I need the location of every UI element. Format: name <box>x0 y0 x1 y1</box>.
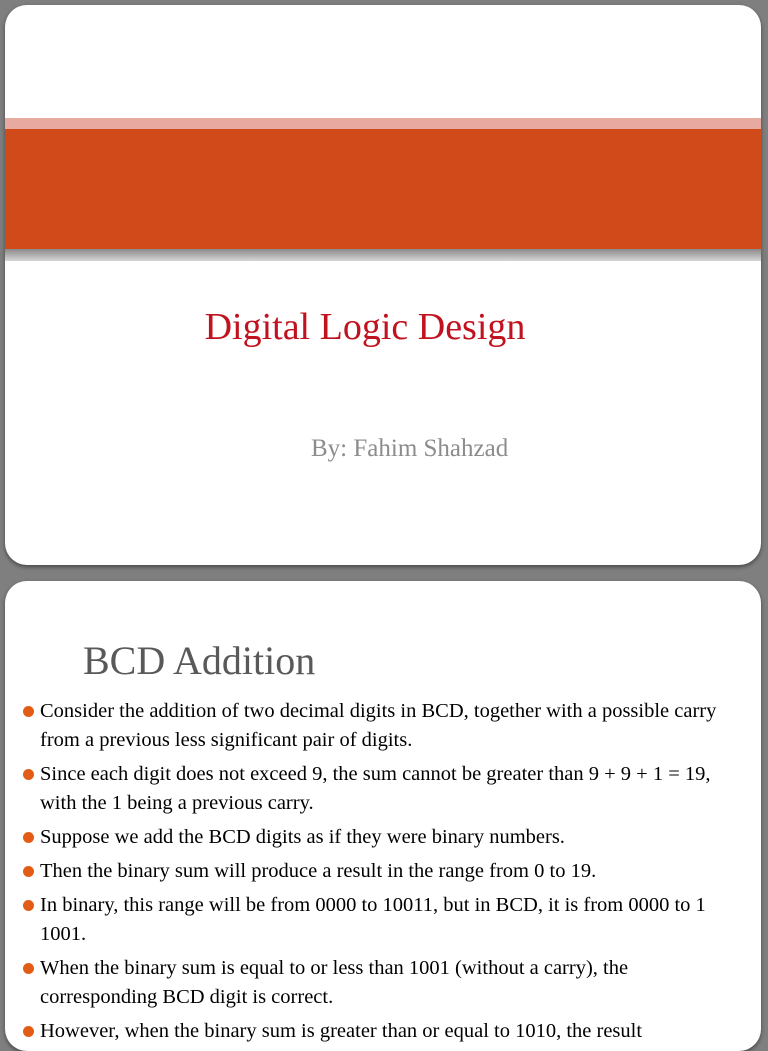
bullet-dot-icon <box>23 706 34 717</box>
bullet-dot-icon <box>23 1026 34 1037</box>
list-item <box>17 954 745 1012</box>
bullet-text: Since each digit does not exceed 9, the sum cannot be greater than 9 + 9 + 1 = 19, with the 1 being a previous carry. <box>40 763 711 814</box>
bullet-text: In binary, this range will be from 0000 to 10011, but in BCD, it is from 0000 to 1 1001. <box>40 894 706 945</box>
bullet-text: Suppose we add the BCD digits as if they were binary numbers. <box>40 826 565 848</box>
list-item <box>17 823 745 852</box>
bullet-dot-icon <box>23 832 34 843</box>
bullet-dot-icon <box>23 963 34 974</box>
bullet-list <box>17 697 745 1051</box>
bullet-text: When the binary sum is equal to or less than 1001 (without a carry), the corresponding BCD digit is correct. <box>40 957 629 1008</box>
header-band-highlight <box>5 118 761 129</box>
list-item <box>17 1017 745 1046</box>
bullet-dot-icon <box>23 900 34 911</box>
list-item <box>17 857 745 886</box>
title-slide <box>5 5 761 565</box>
bullet-dot-icon <box>23 769 34 780</box>
bullet-text: Consider the addition of two decimal digits in BCD, together with a possible carry from a previous less significant pair of digits. <box>40 700 717 751</box>
list-item <box>17 760 745 818</box>
content-slide <box>5 581 761 1051</box>
slide-title: Digital Logic Design <box>204 306 526 348</box>
bullet-text: Then the binary sum will produce a result in the range from 0 to 19. <box>40 860 597 882</box>
slide-heading: BCD Addition <box>83 638 316 683</box>
list-item <box>17 697 745 755</box>
bullet-dot-icon <box>23 866 34 877</box>
slide-subtitle: By: Fahim Shahzad <box>311 435 509 462</box>
header-band-shadow <box>5 249 761 261</box>
bullet-text: However, when the binary sum is greater than or equal to 1010, the result <box>40 1020 643 1042</box>
list-item <box>17 891 745 949</box>
header-band <box>5 129 761 249</box>
